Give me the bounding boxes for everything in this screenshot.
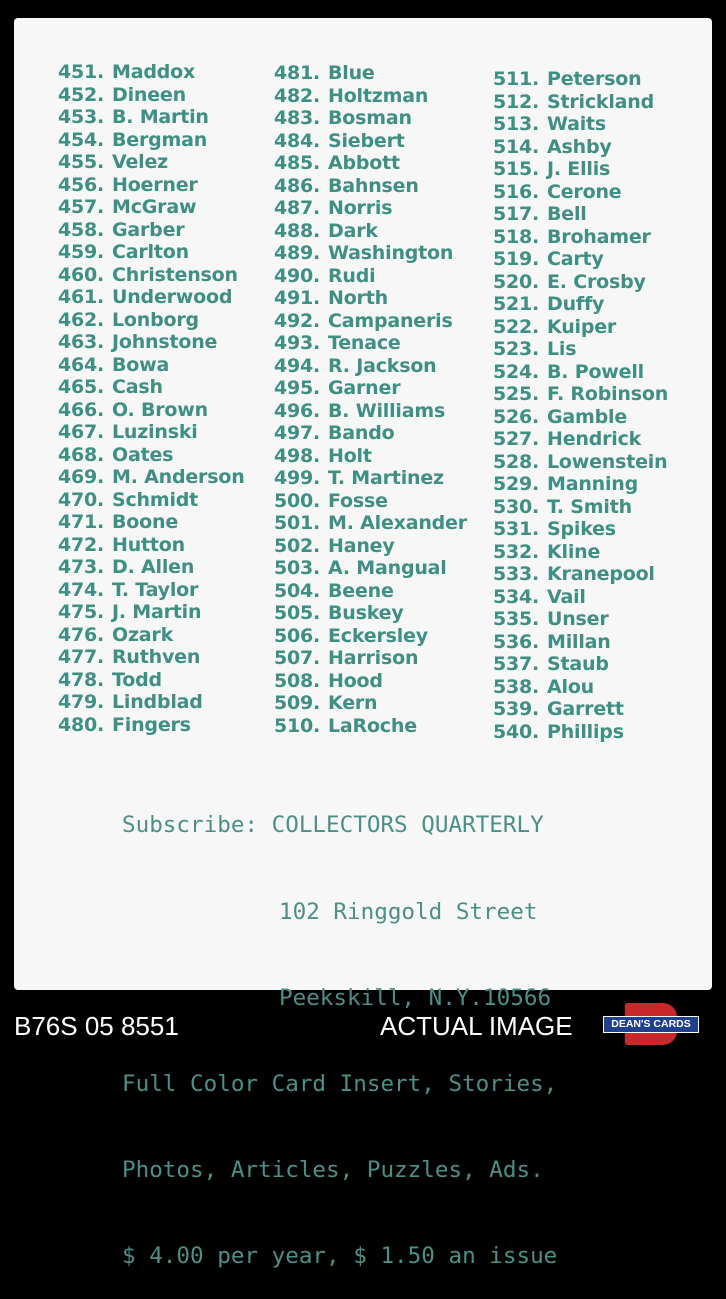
player-name: Manning [547,473,639,495]
card-number: 492. [274,309,321,332]
checklist-entry [58,241,245,264]
player-name: Gamble [547,405,628,428]
card-number: 483. [274,107,321,129]
checklist-entry [58,444,245,467]
card-number: 516. [493,180,540,203]
checklist-entry [58,106,245,129]
checklist-entry [493,226,668,249]
card-number: 518. [493,225,540,248]
card-number: 515. [493,158,540,180]
player-name: Spikes [547,518,616,540]
player-name: M. Alexander [328,512,467,534]
player-name: T. Taylor [112,578,199,601]
checklist-entry [58,61,245,84]
card-number: 485. [274,152,321,174]
player-name: Beene [328,579,394,602]
card-number: 530. [493,495,540,518]
checklist-entry [58,579,245,602]
player-name: Campaneris [328,309,453,332]
checklist-entry [274,422,467,445]
card-number: 527. [493,428,540,450]
player-name: Bando [328,422,395,444]
player-name: Bahnsen [328,174,419,197]
card-number: 474. [58,578,105,601]
checklist-entry [58,376,245,399]
card-number: 525. [493,383,540,405]
checklist-entry [274,107,467,130]
card-number: 497. [274,422,321,444]
checklist-entry [493,271,668,294]
card-number: 501. [274,512,321,534]
checklist-entry [274,467,467,490]
checklist-entry [493,113,668,136]
player-name: Siebert [328,129,405,152]
player-name: Fosse [328,489,388,512]
card-number: 491. [274,287,321,309]
card-number: 480. [58,713,105,736]
card-number: 458. [58,218,105,241]
player-name: Bosman [328,107,412,129]
checklist-column-3 [493,68,668,743]
checklist-entry [274,332,467,355]
checklist-entry [493,158,668,181]
player-name: Peterson [547,68,642,90]
checklist-entry [493,136,668,159]
offer-line: Full Color Card Insert, Stories, [122,1070,558,1097]
card-number: 498. [274,444,321,467]
player-name: Maddox [112,61,196,83]
checklist-entry [58,601,245,624]
player-name: Cash [112,376,163,398]
player-name: LaRoche [328,714,417,737]
card-number: 466. [58,398,105,421]
checklist-entry [58,129,245,152]
checklist-entry [274,602,467,625]
checklist-entry [274,580,467,603]
player-name: Washington [328,242,454,264]
player-name: Carlton [112,241,189,263]
player-name: R. Jackson [328,354,437,377]
player-name: North [328,287,388,309]
player-name: Alou [547,675,594,698]
checklist-entry [58,399,245,422]
player-name: Hendrick [547,428,642,450]
checklist-entry [274,130,467,153]
card-number: 534. [493,585,540,608]
player-name: Blue [328,62,375,84]
player-name: Hood [328,669,383,692]
card-number: 462. [58,308,105,331]
checklist-entry [493,451,668,474]
player-name: Millan [547,630,611,653]
checklist-entry [274,512,467,535]
player-name: F. Robinson [547,383,669,405]
card-number: 511. [493,68,540,90]
card-number: 531. [493,518,540,540]
checklist-entry [493,518,668,541]
player-name: Haney [328,534,395,557]
card-number: 473. [58,556,105,578]
checklist-entry [493,608,668,631]
player-name: Ruthven [112,646,201,668]
checklist-entry [58,624,245,647]
card-number: 504. [274,579,321,602]
card-number: 528. [493,450,540,473]
checklist-entry [493,406,668,429]
checklist-entry [274,197,467,220]
player-name: Boone [112,511,179,533]
checklist-entry [274,152,467,175]
card-number: 472. [58,533,105,556]
card-number: 503. [274,557,321,579]
checklist-entry [274,377,467,400]
checklist-entry [274,715,467,738]
player-name: Carty [547,248,604,270]
card-number: 533. [493,563,540,585]
checklist-column-2 [274,62,467,737]
card-number: 508. [274,669,321,692]
card-number: 475. [58,601,105,623]
checklist-entry [493,203,668,226]
checklist-entry [58,196,245,219]
card-number: 537. [493,653,540,675]
player-name: Unser [547,608,609,630]
card-number: 517. [493,203,540,225]
checklist-entry [274,400,467,423]
card-number: 465. [58,376,105,398]
card-number: 457. [58,196,105,218]
checklist-entry [493,248,668,271]
card-number: 481. [274,62,321,84]
player-name: Kuiper [547,315,617,338]
checklist-entry [58,534,245,557]
checklist-entry [493,676,668,699]
player-name: Bowa [112,353,170,376]
checklist-entry [58,151,245,174]
checklist-entry [274,625,467,648]
checklist-entry [58,309,245,332]
card-number: 521. [493,293,540,315]
offer-line: Photos, Articles, Puzzles, Ads. [122,1156,544,1183]
card-number: 500. [274,489,321,512]
checklist-entry [58,84,245,107]
player-name: Dark [328,219,378,242]
player-name: B. Williams [328,399,446,422]
card-number: 464. [58,353,105,376]
card-number: 460. [58,263,105,286]
card-number: 476. [58,623,105,646]
checklist-entry [58,714,245,737]
player-name: Duffy [547,293,605,315]
checklist-entry [274,220,467,243]
player-name: Bell [547,203,587,225]
card-number: 522. [493,315,540,338]
card-number: 486. [274,174,321,197]
player-name: Christenson [112,263,238,286]
card-number: 536. [493,630,540,653]
card-number: 463. [58,331,105,353]
card-number: 494. [274,354,321,377]
checklist-entry [58,556,245,579]
card-number: 520. [493,270,540,293]
card-number: 496. [274,399,321,422]
checklist-entry [274,445,467,468]
player-name: Ozark [112,623,174,646]
card-number: 456. [58,173,105,196]
card-number: 506. [274,624,321,647]
actual-image-label: ACTUAL IMAGE [380,1011,573,1041]
checklist-entry [493,653,668,676]
checklist-entry [493,361,668,384]
player-name: Lindblad [112,691,203,713]
checklist-entry [274,85,467,108]
card-number: 507. [274,647,321,669]
card-number: 478. [58,668,105,691]
player-name: Dineen [112,83,186,106]
player-name: Todd [112,668,162,691]
player-name: Staub [547,653,609,675]
checklist-entry [58,219,245,242]
card-number: 470. [58,488,105,511]
checklist-entry [274,287,467,310]
player-name: Hutton [112,533,185,556]
card-number: 471. [58,511,105,533]
player-name: Lis [547,338,577,360]
checklist-entry [493,68,668,91]
player-name: Waits [547,113,607,135]
card-number: 482. [274,84,321,107]
card-number: 468. [58,443,105,466]
player-name: Eckersley [328,624,428,647]
logo-banner: DEAN'S CARDS [603,1016,699,1033]
checklist-entry [493,293,668,316]
card-number: 526. [493,405,540,428]
card-number: 512. [493,90,540,113]
card-number: 510. [274,714,321,737]
player-name: Vail [547,585,586,608]
player-name: T. Martinez [328,467,444,489]
checklist-entry [274,647,467,670]
card-number: 540. [493,720,540,743]
checklist-entry [493,496,668,519]
checklist-entry [274,265,467,288]
card-number: 488. [274,219,321,242]
card-number: 461. [58,286,105,308]
checklist-entry [274,490,467,513]
checklist-entry [493,586,668,609]
card-number: 451. [58,61,105,83]
checklist-entry [58,264,245,287]
card-number: 459. [58,241,105,263]
checklist-entry [58,331,245,354]
checklist-entry [58,286,245,309]
card-number: 484. [274,129,321,152]
checklist-entry [274,62,467,85]
checklist-entry [493,338,668,361]
player-name: Phillips [547,720,624,743]
checklist-entry [493,541,668,564]
deans-cards-logo [603,1003,699,1045]
card-number: 495. [274,377,321,399]
player-name: Buskey [328,602,404,624]
checklist-entry [58,174,245,197]
card-number: 514. [493,135,540,158]
player-name: Oates [112,443,174,466]
player-name: Harrison [328,647,419,669]
checklist-column-1 [58,61,245,736]
player-name: Kern [328,692,378,714]
checklist-entry [493,473,668,496]
checklist-entry [58,669,245,692]
card-number: 502. [274,534,321,557]
checklist-entry [274,692,467,715]
player-name: B. Powell [547,360,644,383]
card-number: 467. [58,421,105,443]
player-name: B. Martin [112,106,209,128]
card-number: 524. [493,360,540,383]
checklist-entry [274,557,467,580]
checklist-entry [493,383,668,406]
checklist-entry [493,631,668,654]
checklist-entry [493,563,668,586]
card-number: 499. [274,467,321,489]
player-name: J. Ellis [547,158,611,180]
player-name: Velez [112,151,169,173]
player-name: Luzinski [112,421,198,443]
checklist-entry [274,535,467,558]
card-number: 455. [58,151,105,173]
checklist-entry [274,670,467,693]
player-name: M. Anderson [112,466,245,488]
card-number: 477. [58,646,105,668]
price-line: $ 4.00 per year, $ 1.50 an issue [122,1242,558,1269]
inventory-code: B76S 05 8551 [14,1011,179,1041]
checklist-entry [58,466,245,489]
card-number: 490. [274,264,321,287]
player-name: Ashby [547,135,612,158]
address-street: 102 Ringgold Street [279,898,538,925]
player-name: T. Smith [547,495,632,518]
player-name: Tenace [328,332,401,354]
player-name: Strickland [547,90,655,113]
checklist-entry [58,489,245,512]
player-name: McGraw [112,196,197,218]
checklist-entry [493,428,668,451]
checklist-entry [58,646,245,669]
checklist-entry [58,421,245,444]
player-name: E. Crosby [547,270,646,293]
checklist-entry [274,175,467,198]
player-name: O. Brown [112,398,208,421]
address-city: Peekskill, N.Y.10566 [279,984,552,1011]
player-name: Bergman [112,128,208,151]
player-name: Kranepool [547,563,655,585]
card-number: 523. [493,338,540,360]
card-number: 539. [493,698,540,720]
card-number: 452. [58,83,105,106]
player-name: Brohamer [547,225,651,248]
player-name: Hoerner [112,173,198,196]
checklist-entry [58,511,245,534]
player-name: Rudi [328,264,376,287]
card-number: 505. [274,602,321,624]
checklist-entry [58,354,245,377]
player-name: Garner [328,377,401,399]
player-name: Lonborg [112,308,199,331]
player-name: Garrett [547,698,624,720]
player-name: Kline [547,540,601,563]
checklist-entry [493,91,668,114]
checklist-entry [493,698,668,721]
card-number: 469. [58,466,105,488]
player-name: Holt [328,444,372,467]
player-name: Norris [328,197,393,219]
card-number: 453. [58,106,105,128]
player-name: Garber [112,218,185,241]
player-name: Underwood [112,286,233,308]
card-number: 519. [493,248,540,270]
checklist-entry [58,691,245,714]
card-number: 489. [274,242,321,264]
player-name: D. Allen [112,556,195,578]
player-name: Cerone [547,180,622,203]
checklist-entry [493,181,668,204]
player-name: Lowenstein [547,450,668,473]
card-number: 487. [274,197,321,219]
player-name: Johnstone [112,331,218,353]
card-number: 454. [58,128,105,151]
checklist-entry [274,242,467,265]
checklist-entry [493,721,668,744]
player-name: J. Martin [112,601,202,623]
player-name: Abbott [328,152,400,174]
checklist-entry [493,316,668,339]
card-number: 535. [493,608,540,630]
card-number: 538. [493,675,540,698]
player-name: Holtzman [328,84,429,107]
card-number: 479. [58,691,105,713]
card-number: 532. [493,540,540,563]
player-name: Fingers [112,713,191,736]
checklist-entry [274,355,467,378]
player-name: A. Mangual [328,557,447,579]
card-number: 509. [274,692,321,714]
checklist-entry [274,310,467,333]
player-name: Schmidt [112,488,199,511]
card-number: 493. [274,332,321,354]
card-number: 513. [493,113,540,135]
subscribe-line: Subscribe: COLLECTORS QUARTERLY [122,812,544,839]
card-number: 529. [493,473,540,495]
